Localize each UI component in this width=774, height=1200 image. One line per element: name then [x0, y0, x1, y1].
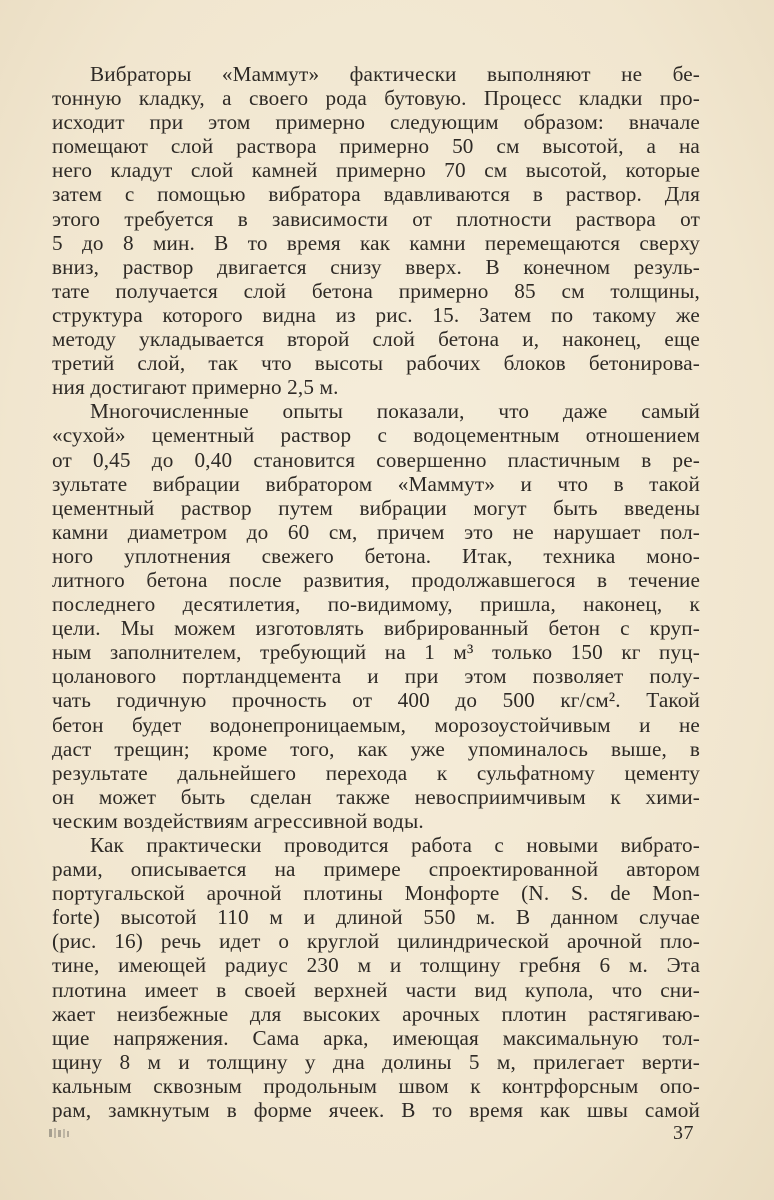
text-line: щие напряжения. Сама арка, имеющая максимальную тол- [52, 1025, 700, 1050]
text-line: ным заполнителем, требующий на 1 м³ только 150 кг пуц- [52, 640, 700, 665]
text-line: цели. Мы можем изготовлять вибрированный бетон с круп- [52, 616, 700, 641]
text-line: результате дальнейшего перехода к сульфатному цементу [52, 760, 700, 785]
page-number: 37 [673, 1122, 694, 1144]
text-line: жает неизбежные для высоких арочных плотин растягиваю- [52, 1001, 700, 1026]
text-line: этого требуется в зависимости от плотности раствора от [52, 206, 700, 231]
text-line: 5 до 8 мин. В то время как камни перемещаются сверху [52, 230, 700, 255]
text-line: даст трещин; кроме того, как уже упоминалось выше, в [52, 736, 700, 761]
text-line: ческим воздействиям агрессивной воды. [52, 808, 424, 833]
text-line: цоланового портландцемента и при этом позволяет полу- [52, 664, 700, 689]
text-line: вниз, раствор двигается снизу вверх. В конечном резуль- [52, 254, 700, 279]
ink-smudge-icon [48, 1126, 70, 1140]
text-line: (рис. 16) речь идет о круглой цилиндрической арочной пло- [52, 929, 700, 954]
text-line: литного бетона после развития, продолжавшегося в течение [52, 567, 700, 592]
text-line: последнего десятилетия, по-видимому, пришла, наконец, к [52, 592, 700, 617]
text-line: зультате вибрации вибратором «Маммут» и что в такой [52, 471, 700, 496]
text-line: помещают слой раствора примерно 50 см высотой, а на [52, 134, 700, 159]
text-line: третий слой, так что высоты рабочих блоков бетонирова- [52, 351, 700, 376]
text-line: тонную кладку, а своего рода бутовую. Процесс кладки про- [52, 86, 700, 111]
text-line: структура которого видна из рис. 15. Затем по такому же [52, 302, 700, 327]
text-line: чать годичную прочность от 400 до 500 кг/см². Такой [52, 688, 700, 713]
text-line: затем с помощью вибратора вдавливаются в раствор. Для [52, 182, 700, 207]
text-line: методу укладывается второй слой бетона и, наконец, еще [52, 327, 700, 352]
text-line: щину 8 м и толщину у дна долины 5 м, прилегает верти- [52, 1049, 700, 1074]
text-line: плотина имеет в своей верхней части вид купола, что сни- [52, 977, 700, 1002]
text-line: от 0,45 до 0,40 становится совершенно пластичным в ре- [52, 447, 700, 472]
text-line: «сухой» цементный раствор с водоцементным отношением [52, 423, 700, 448]
text-line: Вибраторы «Маммут» фактически выполняют не бе- [90, 62, 700, 86]
text-line: Многочисленные опыты показали, что даже самый [90, 399, 700, 424]
body-text [52, 62, 700, 1122]
text-line: него кладут слой камней примерно 70 см высотой, которые [52, 158, 700, 183]
text-line: он может быть сделан также невосприимчивым к хими- [52, 784, 700, 809]
text-line: португальской арочной плотины Монфорте (N. S. de Mon- [52, 881, 700, 906]
text-line: тате получается слой бетона примерно 85 см толщины, [52, 278, 700, 303]
text-line: цементный раствор путем вибрации могут быть введены [52, 495, 700, 520]
text-line: тине, имеющей радиус 230 м и толщину гребня 6 м. Эта [52, 953, 700, 978]
text-line: бетон будет водонепроницаемым, морозоустойчивым и не [52, 712, 700, 737]
text-line: ния достигают примерно 2,5 м. [52, 375, 339, 400]
text-line: Как практически проводится работа с новыми вибрато- [90, 833, 700, 857]
text-line: ного уплотнения свежего бетона. Итак, техника моно- [52, 543, 700, 568]
text-line: кальным сквозным продольным швом к контрфорсным опо- [52, 1073, 700, 1098]
text-line: камни диаметром до 60 см, причем это не нарушает пол- [52, 519, 700, 544]
text-line: forte) высотой 110 м и длиной 550 м. В данном случае [52, 905, 700, 930]
text-line: рам, замкнутым в форме ячеек. В то время как швы самой [52, 1098, 700, 1123]
text-line: исходит при этом примерно следующим образом: вначале [52, 110, 700, 135]
text-line: рами, описывается на примере спроектированной автором [52, 857, 700, 882]
